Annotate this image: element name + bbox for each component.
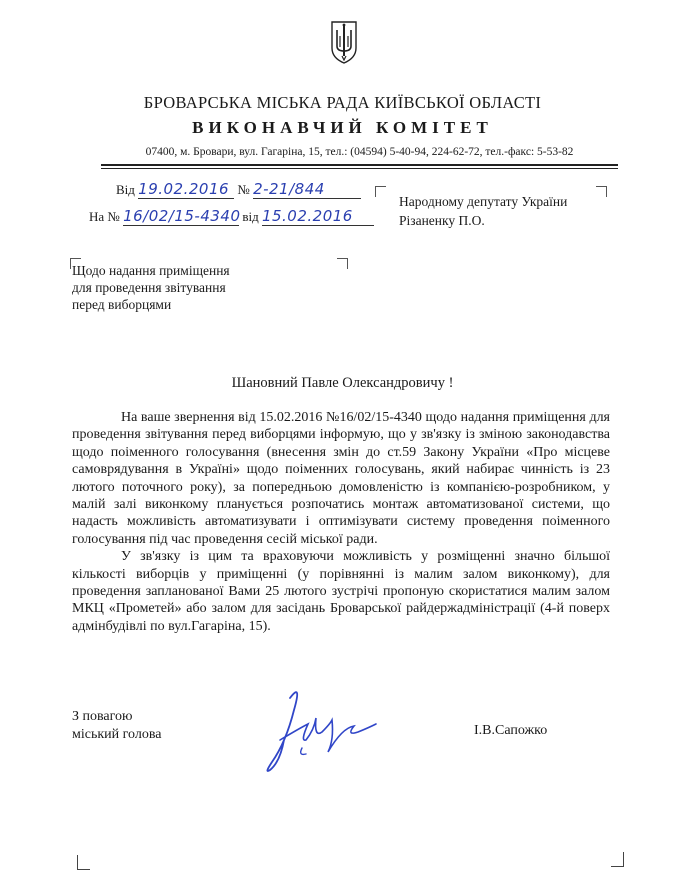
subject-block (72, 262, 230, 313)
committee-name: ВИКОНАВЧИЙ КОМІТЕТ (192, 118, 493, 137)
footer-corner-left (77, 855, 90, 870)
from-label: Від (116, 182, 135, 197)
council-name: БРОВАРСЬКА МІСЬКА РАДА КИЇВСЬКОЇ ОБЛАСТІ (143, 93, 542, 112)
ukraine-trident-emblem-icon (329, 18, 359, 64)
header-rule-thin (101, 168, 618, 169)
signer-name: І.В.Сапожко (474, 723, 548, 738)
reply-from-label: від (242, 209, 259, 224)
reply-date: 15.02.2016 (261, 207, 353, 225)
salutation: Шановний Павле Олександровичу ! (231, 375, 454, 391)
body-paragraph-2: У зв'язку із цим та враховуючи можливість у розміщенні значно більшої кількості виборців у приміщенні (у порівнянні із малим залом виконкому), для проведення запланованої Вами 25 лютого зустрічі пропоную скористатися малим залом МКЦ «Прометей» або залом для засідань Броварської райдержадміністрації (4-й поверх адмінбудівлі по вул.Гагаріна, 15). (72, 549, 610, 634)
subject-corner-right (337, 258, 348, 269)
handwritten-signature-icon (250, 680, 380, 780)
closing-regards: З повагою (72, 709, 133, 724)
closing-block (72, 708, 161, 744)
reply-registration (89, 208, 374, 226)
reply-number: 16/02/15-4340 (123, 207, 241, 225)
recipient-block (399, 192, 567, 230)
subject-line-2: для проведення звітування (72, 280, 226, 295)
subject-line-1: Щодо надання приміщення (72, 263, 230, 278)
closing-position: міський голова (72, 727, 162, 742)
header-rule-thick (101, 164, 618, 166)
number-label: № (237, 182, 250, 197)
letter-body (72, 409, 610, 635)
recipient-title: Народному депутату України (399, 194, 568, 209)
reply-label: На № (89, 209, 120, 224)
recipient-corner-right (596, 186, 607, 197)
outgoing-registration (116, 181, 361, 199)
recipient-corner-left (375, 186, 386, 197)
footer-corner-right (611, 852, 624, 867)
subject-line-3: перед виборцями (72, 297, 172, 312)
contact-address: 07400, м. Бровари, вул. Гагаріна, 15, тел.: (04594) 5-40-94, 224-62-72, тел.-факс: 5-53-82 (145, 146, 574, 158)
outgoing-number: 2-21/844 (253, 180, 325, 198)
recipient-name: Різаненку П.О. (399, 213, 485, 228)
body-paragraph-1: На ваше звернення від 15.02.2016 №16/02/15-4340 щодо надання приміщення для проведення звітування перед виборцями інформую, що у зв'язку із зміною законодавства щодо поіменного голосування (внесення змін до ст.59 Закону України «Про місцеве самоврядування в Україні» щодо поіменних голосувань, який набирає чинність із 23 лютого поточного року), за попередньою домовленістю із компанією-розробником, у малій залі виконкому планується розпочатись монтаж автоматизованої системи, що надасть можливість автоматизувати і оптимізувати систему проведення поіменного голосування під час проведення сесій міської ради. (72, 410, 610, 547)
outgoing-date: 19.02.2016 (138, 180, 230, 198)
